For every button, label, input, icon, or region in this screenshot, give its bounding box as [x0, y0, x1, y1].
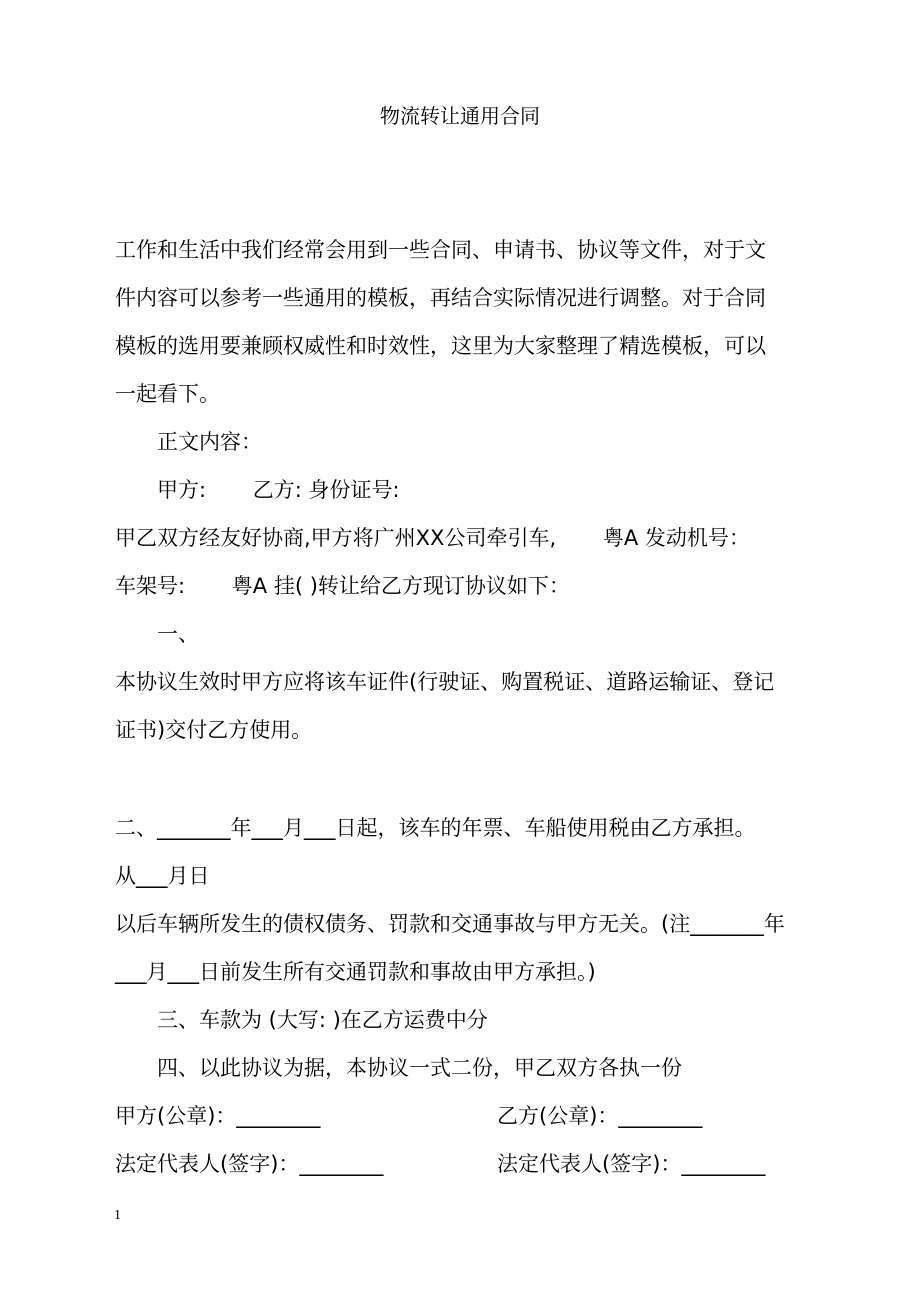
party-b-seal: 乙方(公章)：________	[497, 1104, 703, 1128]
clause-1-text: 本协议生效时甲方应将该车证件(行驶证、购置税证、道路运输证、登记	[115, 670, 775, 694]
clause-2-text: 以后车辆所发生的债权债务、罚款和交通事故与甲方无关。(注_______年	[115, 912, 785, 936]
party-a-seal: 甲方(公章)：________	[115, 1104, 321, 1128]
party-a-representative: 法定代表人(签字)：________	[115, 1152, 384, 1176]
clause-1-text: 证书)交付乙方使用。	[115, 718, 313, 742]
vehicle-line: 甲乙双方经友好协商,甲方将广州XX公司牵引车, 粤A 发动机号：	[115, 526, 750, 550]
clause-2-text: ___月___日前发生所有交通罚款和事故由甲方承担。)	[115, 960, 596, 984]
clause-2-text: 二、_______年___月___日起，该车的年票、车船使用税由乙方承担。	[115, 816, 756, 840]
intro-line: 模板的选用要兼顾权威性和时效性，这里为大家整理了精选模板，可以	[115, 334, 766, 358]
clause-1-heading: 一、	[157, 622, 199, 646]
parties-line: 甲方: 乙方: 身份证号:	[157, 478, 400, 502]
body-label: 正文内容：	[157, 430, 262, 454]
page-number: 1	[114, 1208, 121, 1223]
intro-line: 工作和生活中我们经常会用到一些合同、申请书、协议等文件，对于文	[115, 238, 766, 262]
clause-4: 四、以此协议为据，本协议一式二份，甲乙双方各执一份	[157, 1056, 682, 1080]
intro-line: 一起看下。	[115, 382, 220, 406]
clause-3: 三、车款为 (大写: )在乙方运费中分	[157, 1008, 488, 1032]
page-title: 物流转让通用合同	[380, 104, 540, 128]
vehicle-line: 车架号: 粤A 挂( )转让给乙方现订协议如下：	[115, 574, 570, 598]
intro-line: 件内容可以参考一些通用的模板，再结合实际情况进行调整。对于合同	[115, 286, 766, 310]
clause-2-text: 从___月日	[115, 864, 210, 888]
party-b-representative: 法定代表人(签字)：________	[497, 1152, 766, 1176]
